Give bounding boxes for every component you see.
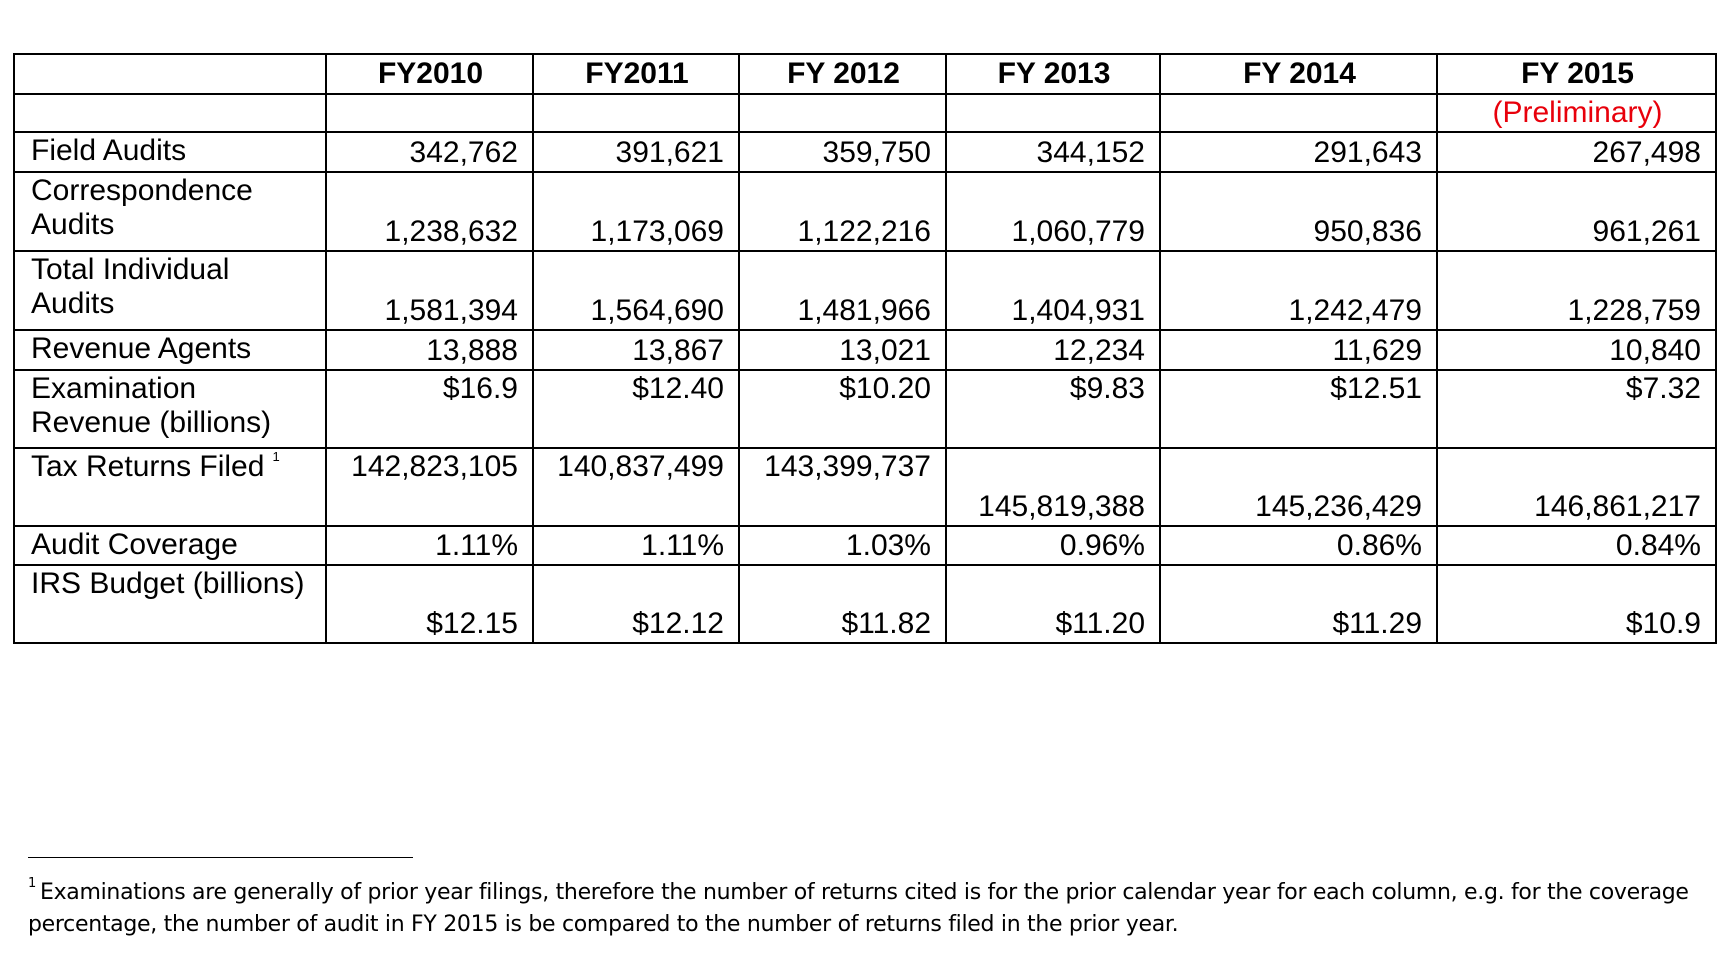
- table-cell: 143,399,737: [739, 448, 946, 526]
- table-cell: 145,819,388: [946, 448, 1160, 526]
- table-cell: $12.40: [533, 370, 739, 448]
- table-cell: 145,236,429: [1160, 448, 1437, 526]
- table-cell: 1.03%: [739, 526, 946, 566]
- table-cell: $12.15: [326, 565, 533, 643]
- footnote-mark: 1: [28, 876, 36, 891]
- table-cell: $10.9: [1437, 565, 1716, 643]
- table-cell: 13,867: [533, 330, 739, 370]
- empty-cell: [1160, 94, 1437, 132]
- header-row: [14, 54, 1716, 94]
- table-cell: 950,836: [1160, 172, 1437, 251]
- table-cell: 291,643: [1160, 132, 1437, 172]
- table-cell: 1,242,479: [1160, 251, 1437, 330]
- footnote-divider: [28, 857, 413, 858]
- row-label: Field Audits: [14, 132, 326, 172]
- table-cell: 1,404,931: [946, 251, 1160, 330]
- table-cell: 359,750: [739, 132, 946, 172]
- table-cell: 10,840: [1437, 330, 1716, 370]
- irs-audit-table: [13, 53, 1717, 644]
- footnote-reference: 1: [272, 448, 280, 464]
- table-cell: $7.32: [1437, 370, 1716, 448]
- table-cell: 961,261: [1437, 172, 1716, 251]
- preliminary-note: (Preliminary): [1437, 94, 1716, 132]
- table-row: [14, 330, 1716, 370]
- table-cell: 267,498: [1437, 132, 1716, 172]
- table-row: [14, 565, 1716, 643]
- table-cell: 1.11%: [533, 526, 739, 566]
- table-cell: 1,564,690: [533, 251, 739, 330]
- corner-cell: [14, 54, 326, 94]
- row-label: Total Individual Audits: [14, 251, 326, 330]
- column-header: FY2010: [326, 54, 533, 94]
- table-cell: 1,238,632: [326, 172, 533, 251]
- table-row: [14, 251, 1716, 330]
- table-row: [14, 370, 1716, 448]
- table-cell: 1.11%: [326, 526, 533, 566]
- table-cell: 11,629: [1160, 330, 1437, 370]
- table-cell: 1,581,394: [326, 251, 533, 330]
- table-row: [14, 172, 1716, 251]
- table-cell: 342,762: [326, 132, 533, 172]
- table-cell: 146,861,217: [1437, 448, 1716, 526]
- table-cell: 13,021: [739, 330, 946, 370]
- table-cell: 12,234: [946, 330, 1160, 370]
- column-header: FY2011: [533, 54, 739, 94]
- table-cell: 0.86%: [1160, 526, 1437, 566]
- table-cell: 0.84%: [1437, 526, 1716, 566]
- footnote: [28, 877, 1718, 941]
- column-header: FY 2012: [739, 54, 946, 94]
- table-cell: 1,173,069: [533, 172, 739, 251]
- empty-cell: [14, 94, 326, 132]
- footnote-text: Examinations are generally of prior year filings, therefore the number of returns cited is for the prior calendar year for each column, e.g. for the coverage percentage, the number of audit in FY 2015 is be compared to the number of returns filed in the prior year.: [28, 880, 1689, 937]
- empty-cell: [946, 94, 1160, 132]
- table-cell: $11.82: [739, 565, 946, 643]
- empty-cell: [533, 94, 739, 132]
- table-cell: 0.96%: [946, 526, 1160, 566]
- table-cell: 1,122,216: [739, 172, 946, 251]
- row-label: Revenue Agents: [14, 330, 326, 370]
- table-cell: $11.20: [946, 565, 1160, 643]
- row-label: Tax Returns Filed $^1$: [14, 448, 326, 526]
- empty-cell: [326, 94, 533, 132]
- table-cell: 344,152: [946, 132, 1160, 172]
- table-cell: $10.20: [739, 370, 946, 448]
- table-row: [14, 448, 1716, 526]
- subheader-row: [14, 94, 1716, 132]
- column-header: FY 2014: [1160, 54, 1437, 94]
- column-header: FY 2013: [946, 54, 1160, 94]
- table-cell: 140,837,499: [533, 448, 739, 526]
- table-cell: 13,888: [326, 330, 533, 370]
- table-cell: $9.83: [946, 370, 1160, 448]
- row-label: IRS Budget (billions): [14, 565, 326, 643]
- empty-cell: [739, 94, 946, 132]
- table-cell: 1,228,759: [1437, 251, 1716, 330]
- row-label: Audit Coverage: [14, 526, 326, 566]
- table-cell: 142,823,105: [326, 448, 533, 526]
- table-cell: $11.29: [1160, 565, 1437, 643]
- column-header: FY 2015: [1437, 54, 1716, 94]
- table-cell: 1,481,966: [739, 251, 946, 330]
- table-cell: 391,621: [533, 132, 739, 172]
- table-cell: 1,060,779: [946, 172, 1160, 251]
- table-cell: $12.12: [533, 565, 739, 643]
- table-row: [14, 132, 1716, 172]
- table-cell: $16.9: [326, 370, 533, 448]
- row-label: Examination Revenue (billions): [14, 370, 326, 448]
- table-row: [14, 526, 1716, 566]
- row-label: Correspondence Audits: [14, 172, 326, 251]
- table-cell: $12.51: [1160, 370, 1437, 448]
